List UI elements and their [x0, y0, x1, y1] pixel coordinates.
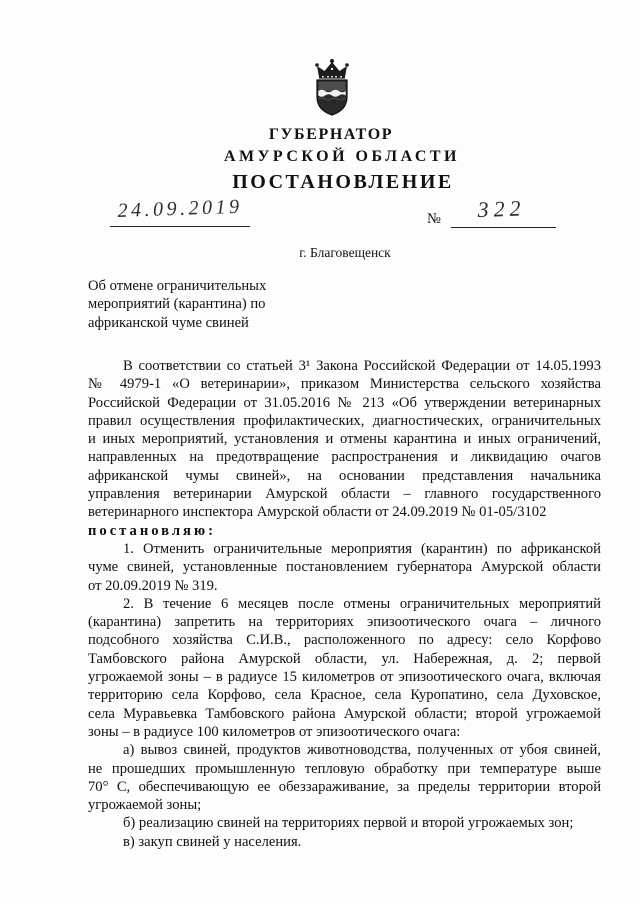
body-line: села Муравьевка Тамбовского района Амурской области; второй угрожаемой — [88, 705, 601, 722]
body-line: угрожаемой зоны – в радиусе 15 километров от эпизоотического очага, включая — [88, 669, 601, 686]
subitem-paragraph — [88, 814, 601, 832]
body-line: в) закуп свиней у населения. — [123, 833, 302, 850]
number-sign: № — [427, 211, 441, 227]
body-line: африканской чумы свиней», на основании представления начальника — [88, 467, 601, 484]
body-line: управления ветеринарии Амурской области – главного государственного — [88, 486, 601, 503]
body-line: правил осуществления профилактических, диагностических, ограничительных — [88, 412, 601, 429]
body-line: 1. Отменить ограничительные мероприятия (карантин) по африканской — [123, 540, 601, 557]
body-line: Тамбовского района Амурской области, ул. Набережная, д. 2; первой — [88, 650, 601, 667]
body-line: Российской Федерации от 31.05.2016 № 213 «Об утверждении ветеринарных — [88, 394, 601, 411]
body-line: территорию села Корфово, села Красное, села Куропатино, села Духовское, — [88, 687, 601, 704]
document-number: 322 — [477, 195, 526, 222]
item-paragraph — [88, 595, 601, 741]
body-line: зоны – в радиусе 100 километров от эпизоотического очага: — [88, 723, 461, 740]
body-line: и иных мероприятий, установления и отмены карантина и иных ограничений, — [88, 431, 601, 448]
body-line: а) вывоз свиней, продуктов животноводства, полученных от убоя свиней, — [123, 742, 601, 759]
body-line: 2. В течение 6 месяцев после отмены ограничительных мероприятий — [123, 595, 601, 612]
subitem-paragraph — [88, 833, 601, 851]
subject-line: мероприятий (карантина) по — [88, 296, 266, 313]
document-type: ПОСТАНОВЛЕНИЕ — [232, 171, 454, 193]
body-line: угрожаемой зоны; — [88, 797, 202, 814]
document-body — [88, 357, 601, 851]
body-line: ветеринарного инспектора Амурской области от 24.09.2019 № 01-05/3102 — [88, 504, 547, 521]
body-line: от 20.09.2019 № 319. — [88, 577, 218, 594]
city: г. Благовещенск — [299, 245, 391, 260]
coat-of-arms-icon — [308, 57, 356, 117]
number-underline — [451, 227, 556, 228]
body-line: № 4979-1 «О ветеринарии», приказом Министерства сельского хозяйства — [88, 376, 601, 393]
header-title: ГУБЕРНАТОР — [268, 126, 394, 143]
date-underline — [110, 226, 250, 227]
body-line: направленных на предотвращение распространения и ликвидацию очагов — [88, 449, 601, 466]
body-line: б) реализацию свиней на территориях первой и второй угрожаемых зон; — [123, 815, 574, 832]
body-line: 70° С, обеспечивающую ее обеззараживание, за пределы территории второй — [88, 778, 601, 795]
resolve-word: постановляю: — [88, 522, 216, 539]
document-date: 24.09.2019 — [117, 195, 243, 223]
body-line: подсобного хозяйства С.И.В., расположенного по адресу: село Корфово — [88, 632, 601, 649]
body-line: (карантина) запретить на территориях эпизоотического очага – личного — [88, 614, 601, 631]
body-line: не прошедших промышленную тепловую обработку при температуре выше — [88, 760, 601, 777]
body-line: В соответствии со статьей 3¹ Закона Российской Федерации от 14.05.1993 — [123, 358, 601, 374]
item-paragraph — [88, 540, 601, 595]
subject-line: Об отмене ограничительных — [88, 278, 267, 294]
body-line: чуме свиней, установленные постановлением губернатора Амурской области — [88, 559, 601, 576]
header-region: АМУРСКОЙ ОБЛАСТИ — [224, 148, 460, 165]
preamble-paragraph — [88, 357, 601, 522]
subject-line: африканской чуме свиней — [88, 314, 249, 331]
subitem-paragraph — [88, 741, 601, 814]
document-subject — [88, 277, 348, 332]
